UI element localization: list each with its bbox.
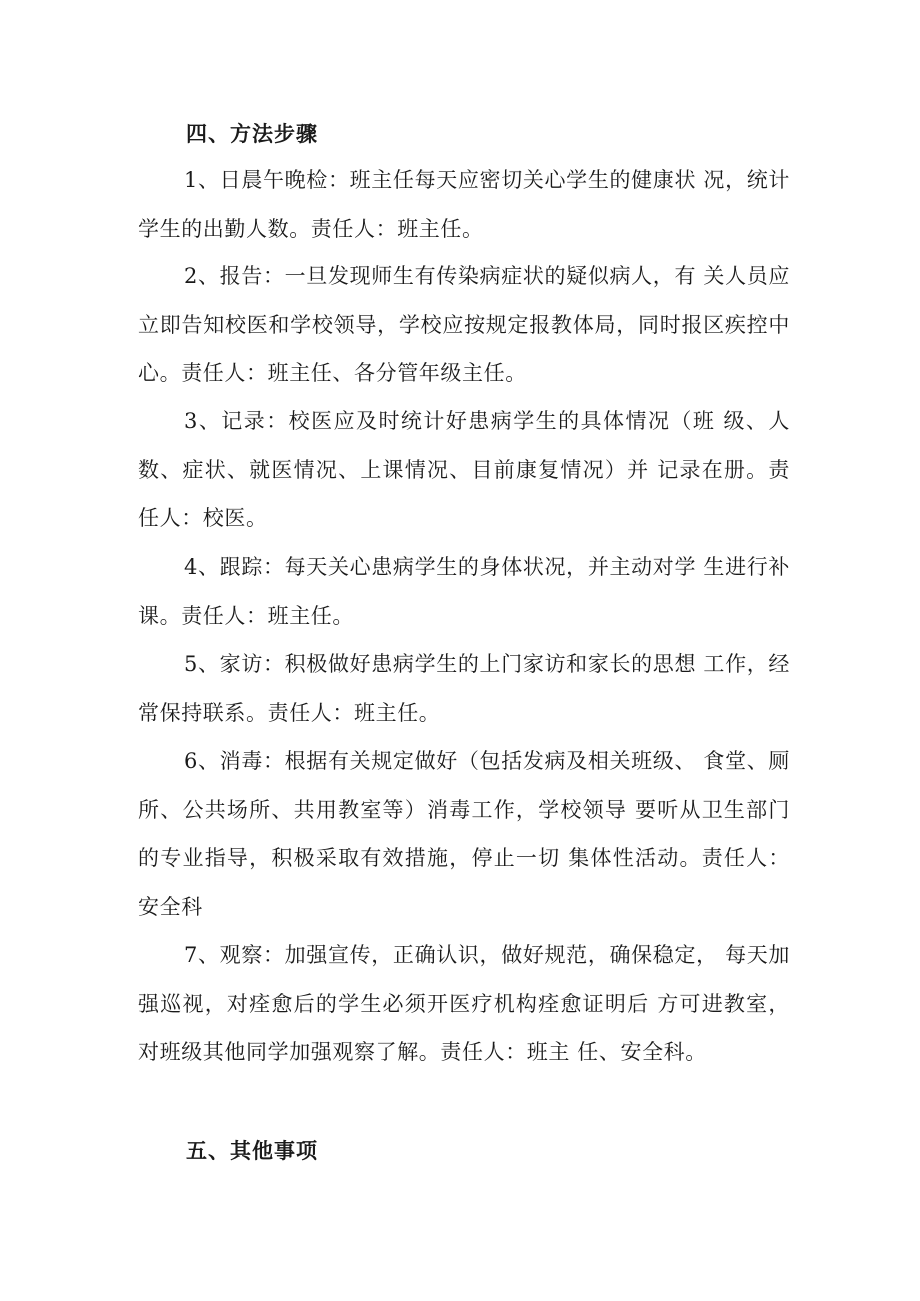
step-item-5: 5、家访：积极做好患病学生的上门家访和家长的思想 工作，经常保持联系。责任人：班主任。 (138, 652, 790, 725)
step-item-6: 6、消毒：根据有关规定做好（包括发病及相关班级、 食堂、厕所、公共场所、共用教室等）消毒工作，学校领导 要听从卫生部门的专业指导，积极采取有效措施，停止一切 集体性活动。责任人：安全科 (138, 749, 790, 919)
step-item-4: 4、跟踪：每天关心患病学生的身体状况，并主动对学 生进行补课。责任人：班主任。 (138, 555, 790, 628)
section-heading-methods: 四、方法步骤 (186, 122, 318, 146)
step-item-1: 1、日晨午晚检：班主任每天应密切关心学生的健康状 况，统计学生的出勤人数。责任人：班主任。 (138, 168, 790, 241)
step-item-3: 3、记录：校医应及时统计好患病学生的具体情况（班 级、人数、症状、就医情况、上课情况、目前康复情况）并 记录在册。责任人：校医。 (138, 409, 790, 530)
step-item-2: 2、报告：一旦发现师生有传染病症状的疑似病人，有 关人员应立即告知校医和学校领导，学校应按规定报教体局，同时报区疾控中心。责任人：班主任、各分管年级主任。 (138, 264, 790, 385)
step-item-7: 7、观察：加强宣传，正确认识，做好规范，确保稳定， 每天加强巡视，对痊愈后的学生必须开医疗机构痊愈证明后 方可进教室，对班级其他同学加强观察了解。责任人：班主 任、安全科。 (138, 943, 790, 1064)
section-heading-other: 五、其他事项 (186, 1139, 318, 1163)
